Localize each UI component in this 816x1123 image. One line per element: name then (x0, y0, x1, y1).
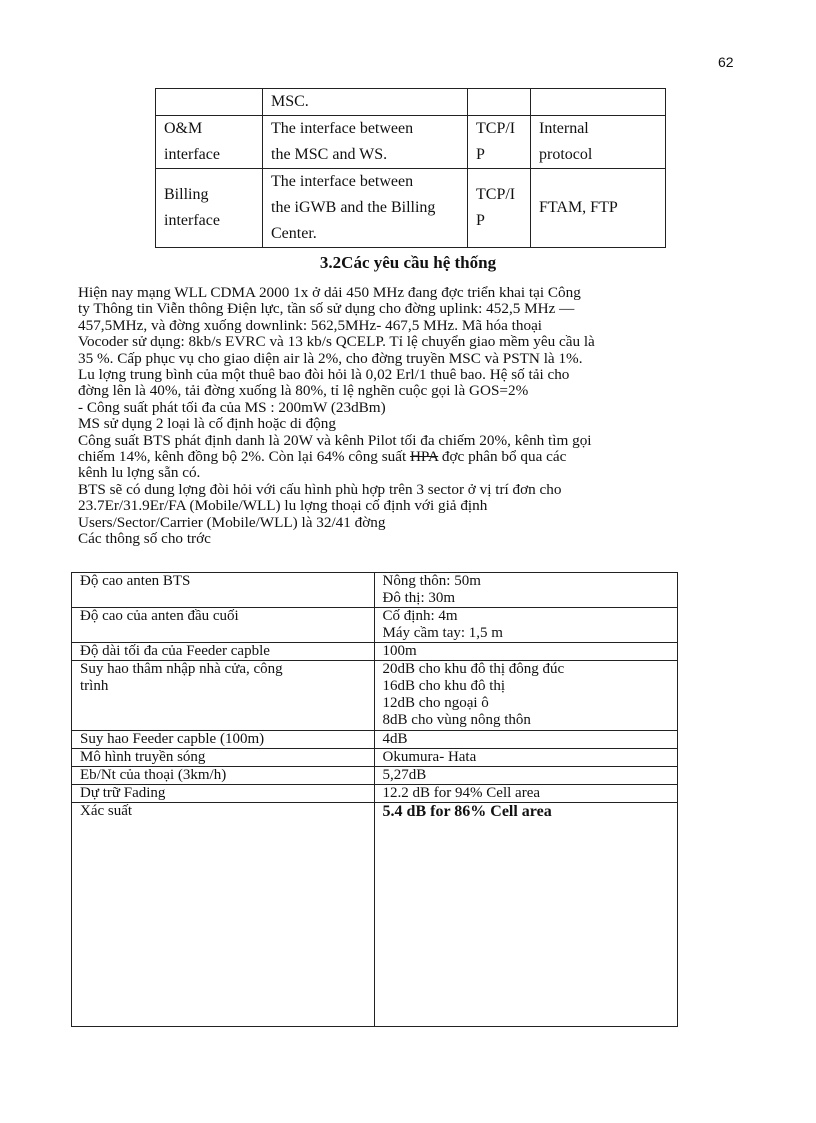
param-value (374, 785, 677, 803)
text-line: Vocoder sử dụng: 8kb/s EVRC và 13 kb/s QCELP. Tỉ lệ chuyển giao mềm yêu cầu là (78, 333, 595, 351)
param-value (374, 608, 677, 643)
cell-text: The interface between (271, 120, 414, 137)
param-name (72, 608, 375, 643)
text-line: 457,5MHz, và đờng xuống downlink: 562,5MHz- 467,5 MHz. Mã hóa thoại (78, 316, 543, 334)
cell-text: Okumura- Hata (382, 749, 477, 765)
cell-text: the iGWB and the Billing (271, 199, 436, 216)
text-line: kênh lu lợng sẵn có. (78, 464, 201, 482)
cell-text: Suy hao thâm nhập nhà cửa, công (80, 661, 283, 677)
text-line: - Công suất phát tối đa của MS : 200mW (23dBm) (78, 398, 386, 416)
table-cell (531, 169, 666, 248)
text-line: ty Thông tin Viễn thông Điện lực, tần số sử dụng cho đờng uplink: 452,5 MHz — (78, 300, 575, 318)
table-row (72, 785, 678, 803)
table-row (72, 643, 678, 661)
cell-text: 12.2 dB for 94% Cell area (382, 785, 541, 801)
cell-text: Độ dài tối đa của Feeder capble (80, 643, 270, 659)
cell-text: 20dB cho khu đô thị đông đúc (382, 661, 565, 677)
cell-text: 5,27dB (382, 767, 427, 783)
cell-text: FTAM, FTP (539, 199, 618, 216)
cell-text: 12dB cho ngoại ô (382, 695, 489, 711)
cell-text: Đô thị: 30m (382, 590, 456, 606)
table-row (72, 731, 678, 749)
cell-text: TCP/I (476, 120, 516, 137)
param-name (72, 785, 375, 803)
text-run: đợc phân bổ qua các (438, 448, 567, 466)
cell-text: MSC. (271, 93, 309, 110)
text-line: 35 %. Cấp phục vụ cho giao diện air là 2%, cho đờng truyền MSC và PSTN là 1%. (78, 349, 583, 367)
table-row (156, 116, 666, 169)
param-value (374, 767, 677, 785)
cell-text: Eb/Nt của thoại (3km/h) (80, 767, 227, 783)
cell-text: 4dB (382, 731, 408, 747)
table-row (72, 661, 678, 731)
text-line: Lu lợng trung bình của một thuê bao đòi hỏi là 0,02 Erl/1 thuê bao. Hệ số tải cho (78, 366, 570, 384)
cell-text: The interface between (271, 173, 414, 190)
param-value (374, 661, 677, 731)
cell-text: trình (80, 678, 109, 694)
table-row (72, 573, 678, 608)
page-number: 62 (718, 54, 734, 70)
text-run: chiếm 14%, kênh đồng bộ 2%. Còn lại 64% công suất (78, 448, 410, 466)
table-cell (263, 89, 468, 116)
cell-text: Xác suất (80, 803, 133, 819)
cell-text: Internal (539, 120, 589, 137)
table-row (72, 767, 678, 785)
cell-text: 16dB cho khu đô thị (382, 678, 506, 694)
text-line: 23.7Er/31.9Er/FA (Mobile/WLL) lu lợng thoại cố định với giả định (78, 497, 488, 515)
param-name (72, 573, 375, 608)
table-row (156, 169, 666, 248)
table-cell (468, 169, 531, 248)
text-line: Công suất BTS phát định danh là 20W và kênh Pilot tối đa chiếm 20%, kênh tìm gọi (78, 431, 592, 449)
cell-text: TCP/I (476, 186, 516, 203)
param-name (72, 749, 375, 767)
cell-text: O&M (164, 120, 203, 137)
cell-text: Center. (271, 225, 317, 242)
cell-text: Độ cao anten BTS (80, 573, 191, 589)
cell-text: Nông thôn: 50m (382, 573, 481, 589)
param-name (72, 643, 375, 661)
body-paragraph (78, 285, 728, 548)
cell-text: 5.4 dB for 86% Cell area (382, 803, 552, 820)
table-cell (468, 89, 531, 116)
cell-text: P (476, 212, 485, 229)
cell-text: Cố định: 4m (382, 608, 458, 624)
cell-text: interface (164, 212, 220, 229)
strike-text: HPA (409, 448, 439, 466)
cell-text: Máy cầm tay: 1,5 m (382, 625, 503, 641)
table-cell (263, 116, 468, 169)
param-value (374, 803, 677, 1027)
cell-text: Billing (164, 186, 209, 203)
table-row (72, 608, 678, 643)
table-row (156, 89, 666, 116)
section-heading: 3.2Các yêu cầu hệ thống (319, 253, 497, 272)
table-cell (156, 116, 263, 169)
table-cell (531, 89, 666, 116)
param-value (374, 643, 677, 661)
cell-text: Độ cao của anten đầu cuối (80, 608, 239, 624)
param-name (72, 731, 375, 749)
param-name (72, 661, 375, 731)
table-cell (156, 89, 263, 116)
cell-text: Dự trữ Fading (80, 785, 166, 801)
param-value (374, 731, 677, 749)
param-name (72, 803, 375, 1027)
text-line: đờng lên là 40%, tải đờng xuống là 80%, tỉ lệ nghẽn cuộc gọi là GOS=2% (78, 382, 529, 400)
text-line: Hiện nay mạng WLL CDMA 2000 1x ở dải 450 MHz đang đợc triển khai tại Công (78, 284, 581, 301)
table-cell (531, 116, 666, 169)
table-cell (156, 169, 263, 248)
text-line (78, 449, 728, 465)
interface-table (155, 88, 666, 248)
table-row (72, 749, 678, 767)
text-line: Các thông số cho trớc (78, 530, 211, 548)
parameters-table (71, 572, 678, 1027)
table-cell (468, 116, 531, 169)
table-row (72, 803, 678, 1027)
text-line: MS sử dụng 2 loại là cố định hoặc di động (78, 415, 336, 433)
param-value (374, 573, 677, 608)
text-line: BTS sẽ có dung lợng đòi hỏi với cấu hình phù hợp trên 3 sector ở vị trí đơn cho (78, 480, 562, 498)
param-value (374, 749, 677, 767)
cell-text: 100m (382, 643, 417, 659)
cell-text: Suy hao Feeder capble (100m) (80, 731, 265, 747)
text-line: Users/Sector/Carrier (Mobile/WLL) là 32/41 đờng (78, 513, 386, 531)
param-name (72, 767, 375, 785)
cell-text: interface (164, 146, 220, 163)
cell-text: protocol (539, 146, 593, 163)
cell-text: Mô hình truyền sóng (80, 749, 206, 765)
table-cell (263, 169, 468, 248)
cell-text: 8dB cho vùng nông thôn (382, 712, 531, 728)
cell-text: P (476, 146, 485, 163)
cell-text: the MSC and WS. (271, 146, 388, 163)
